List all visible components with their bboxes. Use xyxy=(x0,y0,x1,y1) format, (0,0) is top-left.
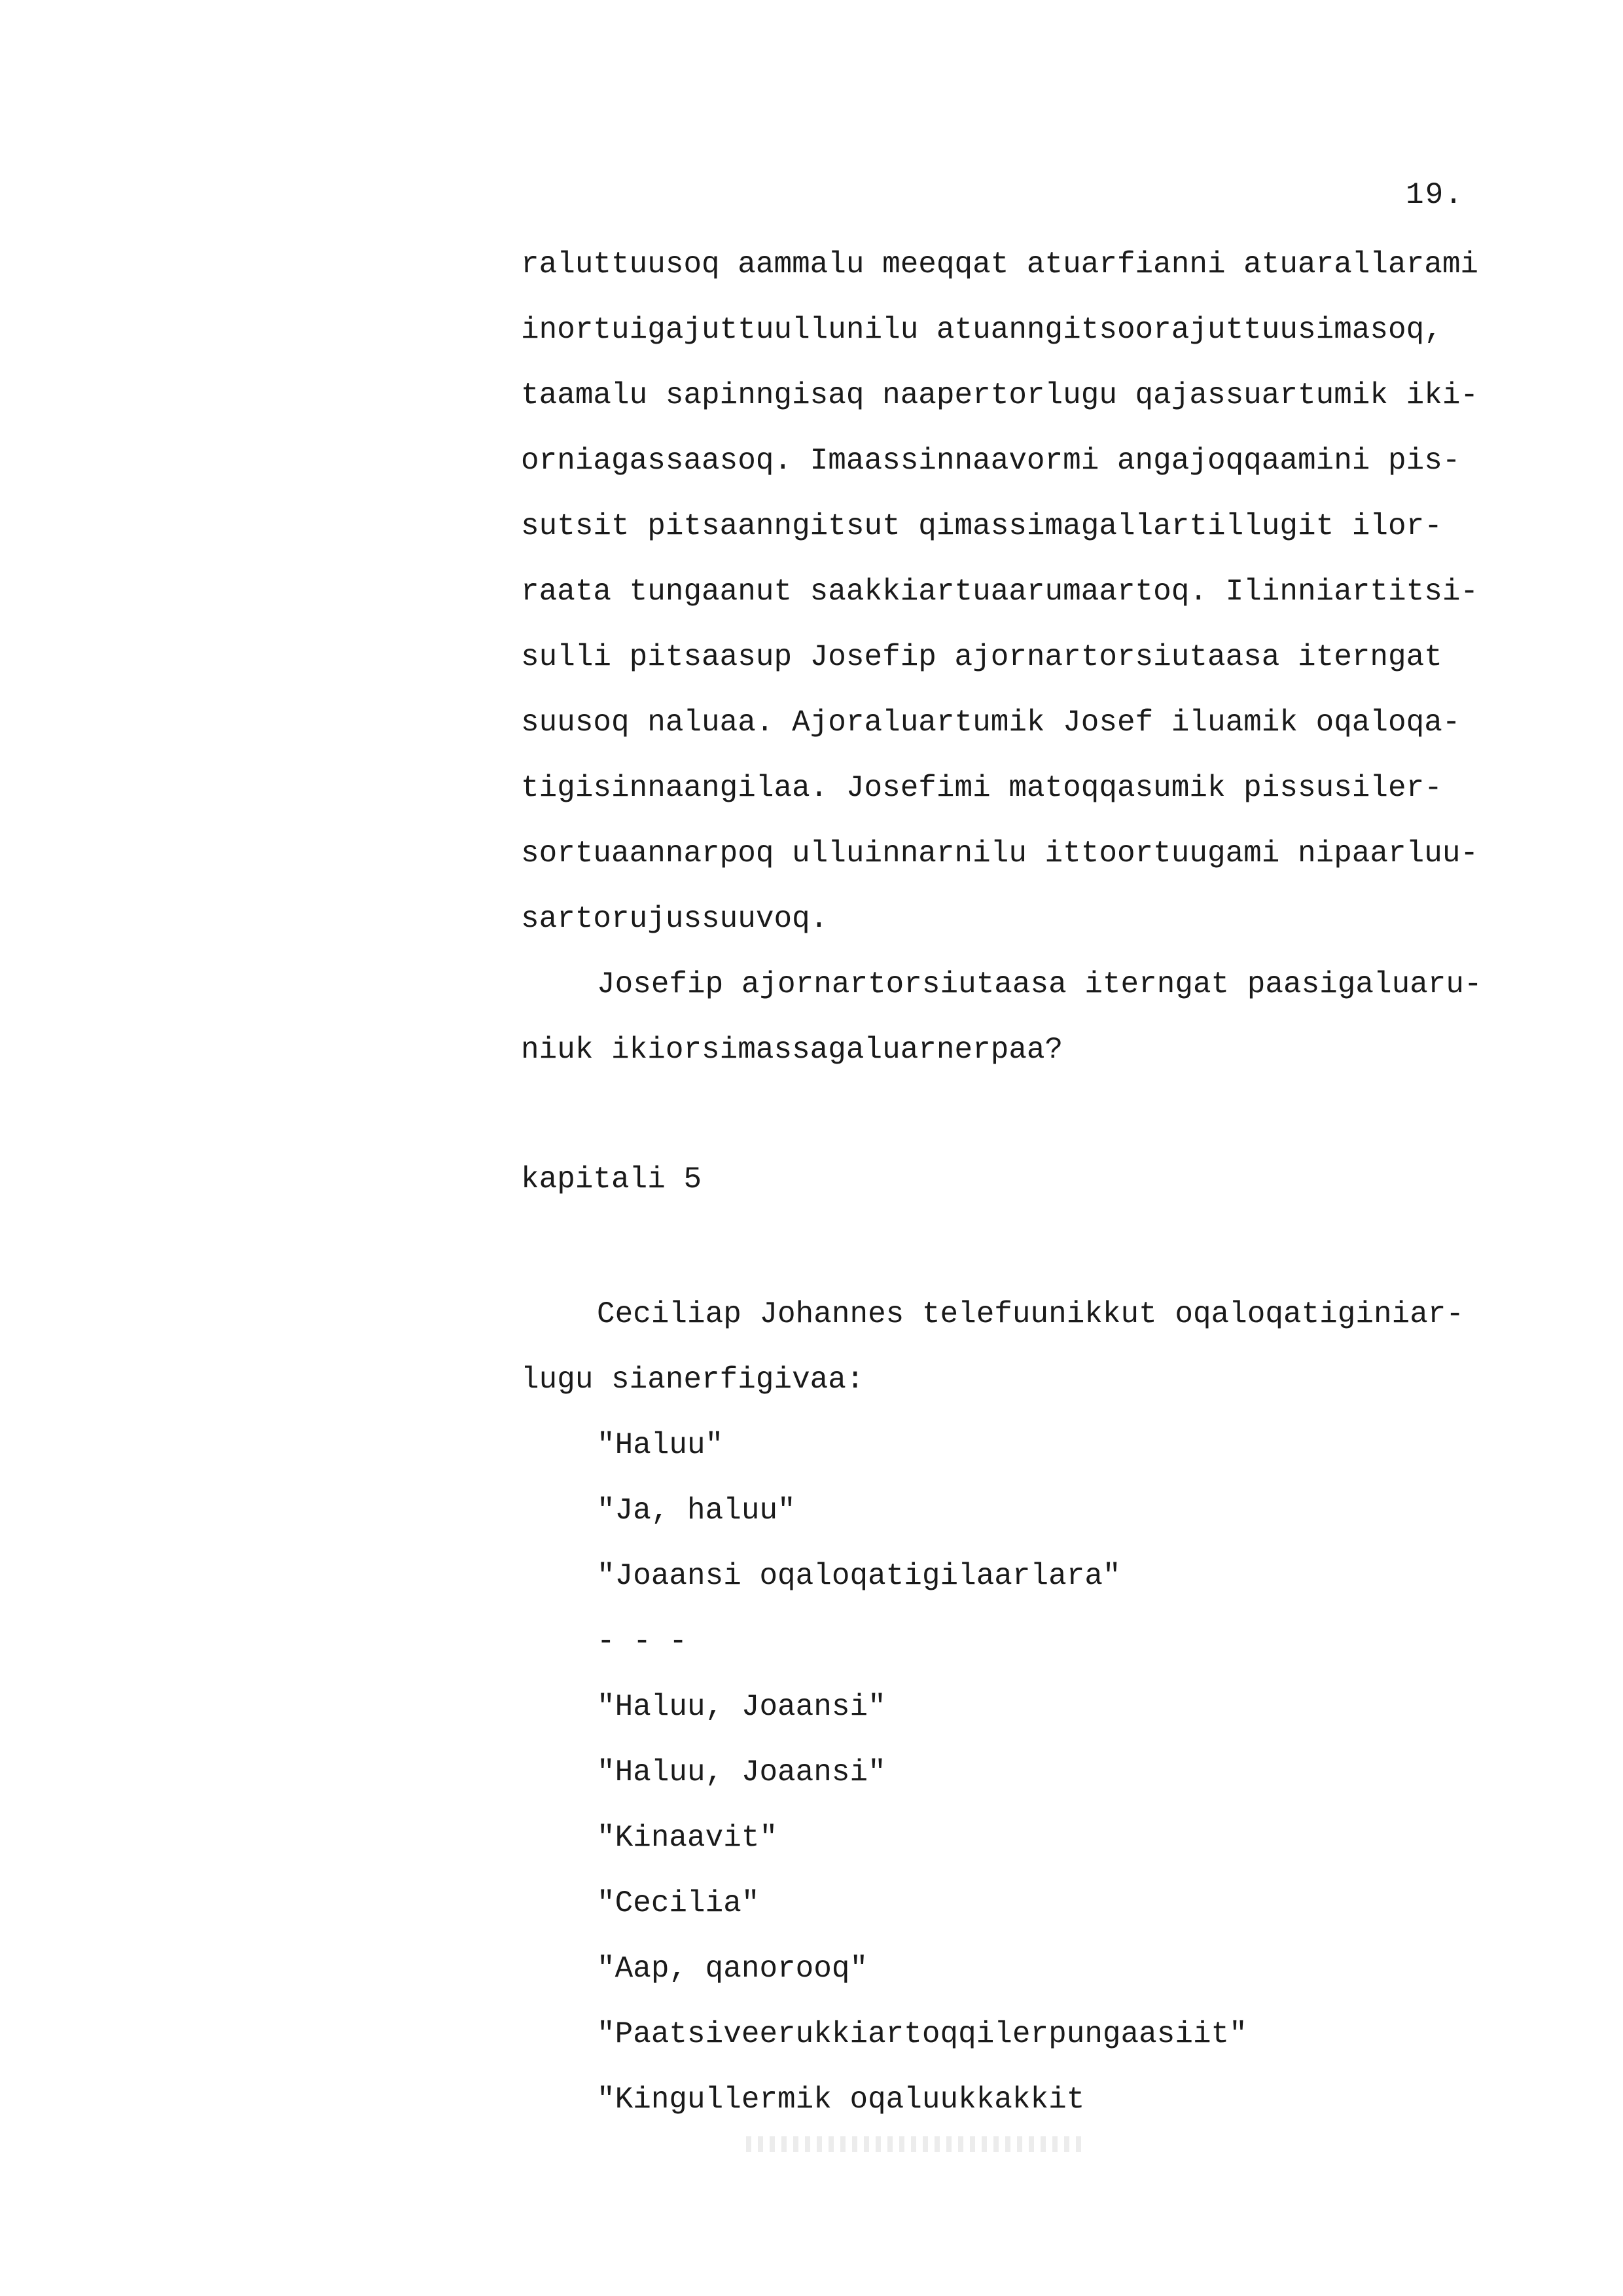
paragraph-line: sortuaannarpoq ulluinnarnilu ittoortuugami nipaarluu- xyxy=(521,836,1479,870)
dialogue-line: "Paatsiveerukkiartoqqilerpungaasiit" xyxy=(597,2017,1247,2051)
paragraph-line: taamalu sapinngisaq naapertorlugu qajassuartumik iki- xyxy=(521,378,1479,412)
paragraph-line: inortuigajuttuullunilu atuanngitsoorajuttuusimasoq, xyxy=(521,313,1442,347)
dialogue-line: "Joaansi oqaloqatigilaarlara" xyxy=(597,1559,1121,1593)
paragraph-line: raluttuusoq aammalu meeqqat atuarfianni atuarallarami xyxy=(521,247,1479,281)
dialogue-line: "Aap, qanorooq" xyxy=(597,1952,868,1986)
paragraph-line: tigisinnaangilaa. Josefimi matoqqasumik pissusiler- xyxy=(521,771,1442,805)
paragraph-line: suusoq naluaa. Ajoraluartumik Josef iluamik oqaloqa- xyxy=(521,706,1461,740)
paragraph-line: raata tungaanut saakkiartuaarumaartoq. Ilinniartitsi- xyxy=(521,575,1479,609)
intro-line: Ceciliap Johannes telefuunikkut oqaloqatiginiar- xyxy=(597,1297,1465,1331)
dialogue-line: "Kinaavit" xyxy=(597,1821,778,1855)
page-number: 19. xyxy=(1406,178,1464,212)
question-line: niuk ikiorsimassagaluarnerpaa? xyxy=(521,1033,1063,1067)
dialogue-line: "Kingullermik oqaluukkakkit xyxy=(597,2083,1085,2117)
paragraph-line: sutsit pitsaanngitsut qimassimagallartillugit ilor- xyxy=(521,509,1442,543)
paragraph-line: sartorujussuuvoq. xyxy=(521,902,829,936)
dialogue-section xyxy=(521,1293,1581,2144)
faint-show-through-mark xyxy=(746,2136,1086,2152)
dialogue-separator: - - - xyxy=(597,1624,688,1659)
question-line: Josefip ajornartorsiutaasa iterngat paasigaluaru- xyxy=(597,967,1482,1001)
dialogue-line: "Ja, haluu" xyxy=(597,1494,796,1528)
dialogue-line: "Haluu" xyxy=(597,1428,724,1462)
paragraph-line: sulli pitsaasup Josefip ajornartorsiutaasa iterngat xyxy=(521,640,1442,674)
paragraph-line: orniagassaasoq. Imaassinnaavormi angajoqqaamini pis- xyxy=(521,444,1461,478)
intro-line: lugu sianerfigivaa: xyxy=(521,1363,865,1397)
body-text xyxy=(521,243,1581,1094)
dialogue-line: "Cecilia" xyxy=(597,1886,760,1920)
dialogue-line: "Haluu, Joaansi" xyxy=(597,1755,886,1789)
dialogue-line: "Haluu, Joaansi" xyxy=(597,1690,886,1724)
chapter-heading: kapitali 5 xyxy=(521,1162,702,1196)
